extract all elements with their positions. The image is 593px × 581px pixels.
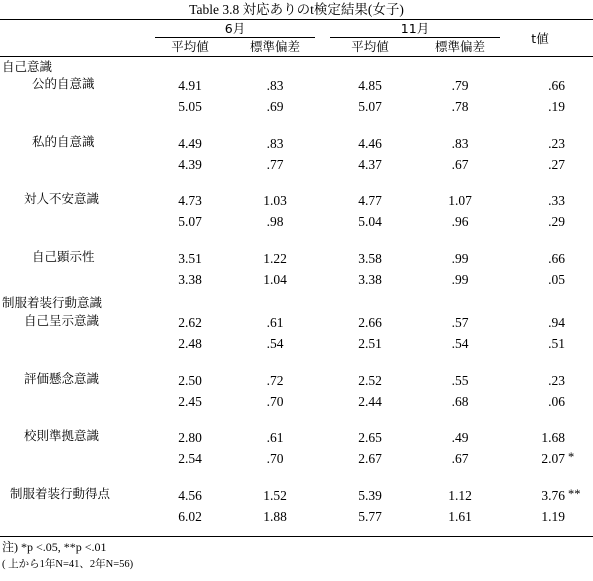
header-nov: 11月 xyxy=(400,21,430,36)
cell-june-sd: 1.88 xyxy=(263,509,287,524)
cell-nov-mean: 2.44 xyxy=(358,394,382,409)
cell-nov-sd: .67 xyxy=(451,157,469,172)
cell-t-value: .66 xyxy=(548,251,565,266)
cell-june-sd: .98 xyxy=(266,214,284,229)
cell-june-sd: 1.22 xyxy=(263,251,287,266)
cell-nov-sd: 1.61 xyxy=(448,509,472,524)
cell-june-mean: 4.39 xyxy=(178,157,202,172)
row-label: 自己顕示性 xyxy=(32,249,95,264)
row-label: 自己呈示意識 xyxy=(24,313,100,328)
cell-june-sd: .61 xyxy=(266,430,284,445)
section-label: 制服着装行動意識 xyxy=(2,295,103,310)
cell-t-value: .66 xyxy=(548,78,565,93)
cell-june-mean: 4.73 xyxy=(178,193,202,208)
cell-june-mean: 2.54 xyxy=(178,451,202,466)
cell-june-mean: 2.45 xyxy=(178,394,202,409)
cell-june-sd: .61 xyxy=(266,315,284,330)
cell-t-value: .19 xyxy=(548,99,565,114)
cell-t-value: .94 xyxy=(548,315,565,330)
cell-t-value: .06 xyxy=(548,394,565,409)
cell-june-mean: 3.38 xyxy=(178,272,202,287)
row-label: 校則準拠意識 xyxy=(24,428,100,443)
cell-t-value: .51 xyxy=(548,336,565,351)
cell-june-mean: 3.51 xyxy=(178,251,202,266)
cell-t-value: .23 xyxy=(548,136,565,151)
cell-nov-mean: 5.07 xyxy=(358,99,382,114)
row-label: 私的自意識 xyxy=(32,134,95,149)
header-june-sd: 標準偏差 xyxy=(249,39,300,54)
june-underline xyxy=(155,37,315,38)
cell-t-value: .05 xyxy=(548,272,565,287)
cell-june-sd: .54 xyxy=(266,336,284,351)
cell-nov-sd: .57 xyxy=(451,315,469,330)
cell-june-sd: .72 xyxy=(266,373,284,388)
cell-nov-sd: .99 xyxy=(451,272,469,287)
cell-nov-sd: .83 xyxy=(451,136,469,151)
note-significance: 注) *p <.05, **p <.01 xyxy=(2,540,107,554)
cell-nov-mean: 4.37 xyxy=(358,157,382,172)
header-t-value: t値 xyxy=(531,31,549,46)
section-label: 自己意識 xyxy=(2,59,53,74)
header-nov-mean: 平均値 xyxy=(351,39,389,54)
cell-t-value: .23 xyxy=(548,373,565,388)
significance-mark: * xyxy=(568,450,575,464)
cell-nov-mean: 2.66 xyxy=(358,315,382,330)
cell-t-value: 3.76 xyxy=(541,488,565,503)
cell-t-value: 2.07 xyxy=(541,451,565,466)
header-nov-sd: 標準偏差 xyxy=(434,39,485,54)
cell-nov-sd: .67 xyxy=(451,451,469,466)
cell-nov-sd: 1.12 xyxy=(448,488,472,503)
header-bottom-rule xyxy=(0,56,593,57)
cell-june-mean: 4.49 xyxy=(178,136,202,151)
cell-nov-mean: 5.77 xyxy=(358,509,382,524)
row-label: 制服着装行動得点 xyxy=(10,486,111,501)
cell-nov-sd: .79 xyxy=(451,78,469,93)
cell-nov-mean: 2.51 xyxy=(358,336,382,351)
cell-june-sd: 1.04 xyxy=(263,272,287,287)
significance-mark: ** xyxy=(568,487,581,501)
row-label: 対人不安意識 xyxy=(24,191,100,206)
cell-nov-mean: 5.39 xyxy=(358,488,382,503)
note-sample-size: ( 上から1年N=41、2年N=56) xyxy=(2,559,134,570)
cell-june-sd: .83 xyxy=(266,136,284,151)
top-rule xyxy=(0,19,593,20)
cell-t-value: 1.68 xyxy=(541,430,565,445)
cell-nov-mean: 4.85 xyxy=(358,78,382,93)
cell-june-sd: 1.52 xyxy=(263,488,287,503)
cell-june-mean: 2.48 xyxy=(178,336,202,351)
cell-nov-mean: 2.52 xyxy=(358,373,382,388)
row-label: 公的自意識 xyxy=(32,76,95,91)
cell-june-sd: .77 xyxy=(266,157,284,172)
cell-june-mean: 2.50 xyxy=(178,373,202,388)
cell-t-value: .33 xyxy=(548,193,565,208)
cell-nov-sd: 1.07 xyxy=(448,193,472,208)
cell-nov-sd: .49 xyxy=(451,430,469,445)
cell-june-sd: 1.03 xyxy=(263,193,287,208)
cell-june-sd: .70 xyxy=(266,451,284,466)
cell-june-mean: 5.07 xyxy=(178,214,202,229)
cell-nov-sd: .78 xyxy=(451,99,469,114)
cell-t-value: .29 xyxy=(548,214,565,229)
cell-june-mean: 4.91 xyxy=(178,78,202,93)
cell-june-mean: 2.62 xyxy=(178,315,202,330)
cell-june-sd: .69 xyxy=(266,99,284,114)
cell-nov-sd: .68 xyxy=(451,394,469,409)
cell-nov-mean: 2.67 xyxy=(358,451,382,466)
table-title: Table 3.8 対応ありのt検定結果(女子) xyxy=(189,2,404,17)
cell-t-value: .27 xyxy=(548,157,565,172)
cell-nov-mean: 3.38 xyxy=(358,272,382,287)
cell-june-mean: 4.56 xyxy=(178,488,202,503)
cell-t-value: 1.19 xyxy=(541,509,565,524)
row-label: 評価懸念意識 xyxy=(24,371,100,386)
cell-nov-mean: 5.04 xyxy=(358,214,382,229)
cell-nov-sd: .55 xyxy=(451,373,469,388)
cell-june-mean: 2.80 xyxy=(178,430,202,445)
cell-june-mean: 5.05 xyxy=(178,99,202,114)
bottom-rule xyxy=(0,536,593,537)
cell-june-sd: .83 xyxy=(266,78,284,93)
cell-nov-sd: .54 xyxy=(451,336,469,351)
cell-nov-mean: 4.77 xyxy=(358,193,382,208)
cell-nov-mean: 4.46 xyxy=(358,136,382,151)
header-june: 6月 xyxy=(224,21,246,36)
nov-underline xyxy=(330,37,500,38)
cell-nov-sd: .99 xyxy=(451,251,469,266)
cell-nov-sd: .96 xyxy=(451,214,469,229)
cell-nov-mean: 3.58 xyxy=(358,251,382,266)
cell-nov-mean: 2.65 xyxy=(358,430,382,445)
cell-june-sd: .70 xyxy=(266,394,284,409)
cell-june-mean: 6.02 xyxy=(178,509,202,524)
header-june-mean: 平均値 xyxy=(171,39,209,54)
